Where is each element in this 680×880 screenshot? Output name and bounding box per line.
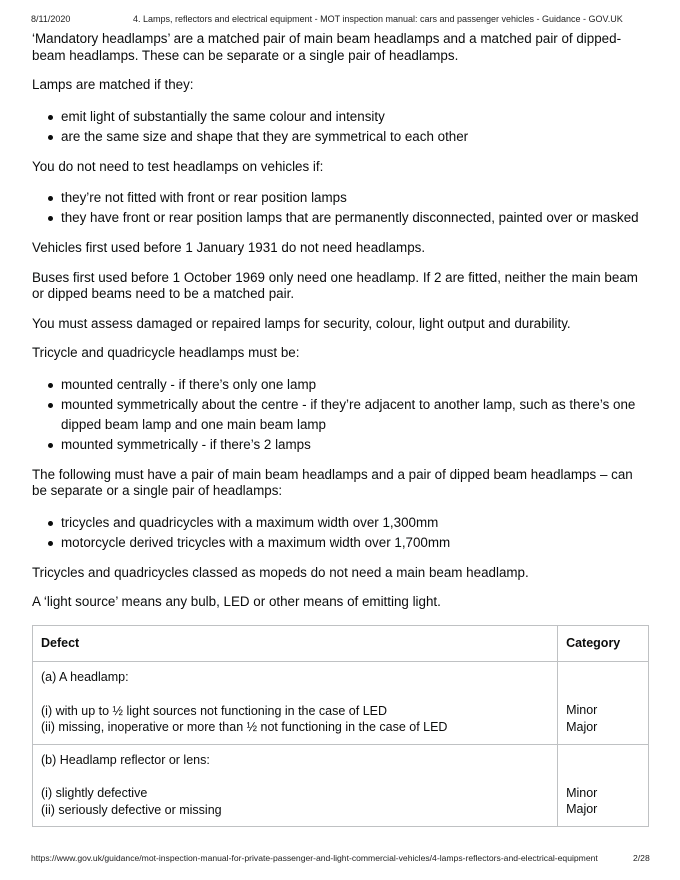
guidance-content <box>32 31 650 624</box>
defect-item-text: (ii) seriously defective or missing <box>41 802 222 817</box>
paragraph-buses: Buses first used before 1 October 1969 only need one headlamp. If 2 are fitted, neither the main beam or dipped beams need to be a matched pair. <box>32 269 638 301</box>
list-item: they’re not fitted with front or rear position lamps <box>61 188 650 208</box>
paragraph-1931: Vehicles first used before 1 January 1931 do not need headlamps. <box>32 240 426 255</box>
paragraph-assess-damage: You must assess damaged or repaired lamps for security, colour, light output and durability. <box>32 315 571 331</box>
defect-item-text: (ii) missing, inoperative or more than ½ not functioning in the case of LED <box>41 720 448 734</box>
category-value: Minor <box>566 785 598 800</box>
category-value: Major <box>566 719 598 734</box>
category-cell <box>558 662 649 745</box>
print-url: https://www.gov.uk/guidance/mot-inspection-manual-for-private-passenger-and-light-commercial-vehicles/4-lamps-reflectors-and-electrical-equipment <box>31 853 598 863</box>
list-no-test-conditions <box>32 188 650 228</box>
column-header-defect: Defect <box>33 626 558 662</box>
paragraph-light-source: A ‘light source’ means any bulb, LED or other means of emitting light. <box>32 594 441 609</box>
category-value: Minor <box>566 703 598 717</box>
list-item: they have front or rear position lamps that are permanently disconnected, painted over or masked <box>61 208 650 228</box>
table-row <box>33 744 649 827</box>
paragraph-tricycle-mounting: Tricycle and quadricycle headlamps must be: <box>32 345 300 360</box>
table-header-row <box>33 626 649 662</box>
list-item: are the same size and shape that they are symmetrical to each other <box>61 127 650 147</box>
paragraph-mopeds: Tricycles and quadricycles classed as mopeds do not need a main beam headlamp. <box>32 564 529 580</box>
print-date: 8/11/2020 <box>31 14 71 24</box>
paragraph-lamps-matched: Lamps are matched if they: <box>32 77 194 92</box>
print-page-title: 4. Lamps, reflectors and electrical equipment - MOT inspection manual: cars and passenger vehicles - Guidance - GOV.UK <box>133 14 623 24</box>
defect-item-text: (i) slightly defective <box>41 786 148 800</box>
table-row <box>33 662 649 745</box>
paragraph-mandatory-headlamps: ‘Mandatory headlamps’ are a matched pair of main beam headlamps and a matched pair of dipped-beam headlamps. These can be separate or a single pair of headlamps. <box>32 31 622 63</box>
list-item: mounted symmetrically - if there’s 2 lamps <box>61 435 650 455</box>
category-cell <box>558 744 649 827</box>
page-number: 2/28 <box>633 853 650 863</box>
list-item: tricycles and quadricycles with a maximum width over 1,300mm <box>61 513 650 533</box>
list-item: mounted centrally - if there’s only one lamp <box>61 375 650 395</box>
defect-table <box>32 625 649 827</box>
list-item: motorcycle derived tricycles with a maximum width over 1,700mm <box>61 533 650 553</box>
paragraph-no-test: You do not need to test headlamps on vehicles if: <box>32 158 324 174</box>
list-mounting-rules <box>32 375 650 455</box>
list-pair-required-vehicles <box>32 513 650 553</box>
paragraph-pair-required: The following must have a pair of main beam headlamps and a pair of dipped beam headlamps – can be separate or a single pair of headlamps: <box>32 466 633 498</box>
defect-group-title: (b) Headlamp reflector or lens: <box>41 752 210 767</box>
column-header-category: Category <box>558 626 649 662</box>
category-value: Major <box>566 802 598 816</box>
list-matched-criteria <box>32 107 650 147</box>
defect-cell <box>33 744 558 827</box>
defect-group-title: (a) A headlamp: <box>41 670 129 684</box>
defect-cell <box>33 662 558 745</box>
list-item: mounted symmetrically about the centre - if they’re adjacent to another lamp, such as there’s one dipped beam lamp and one main beam lamp <box>61 395 650 435</box>
list-item: emit light of substantially the same colour and intensity <box>61 107 650 127</box>
defect-item-text: (i) with up to ½ light sources not functioning in the case of LED <box>41 703 388 718</box>
